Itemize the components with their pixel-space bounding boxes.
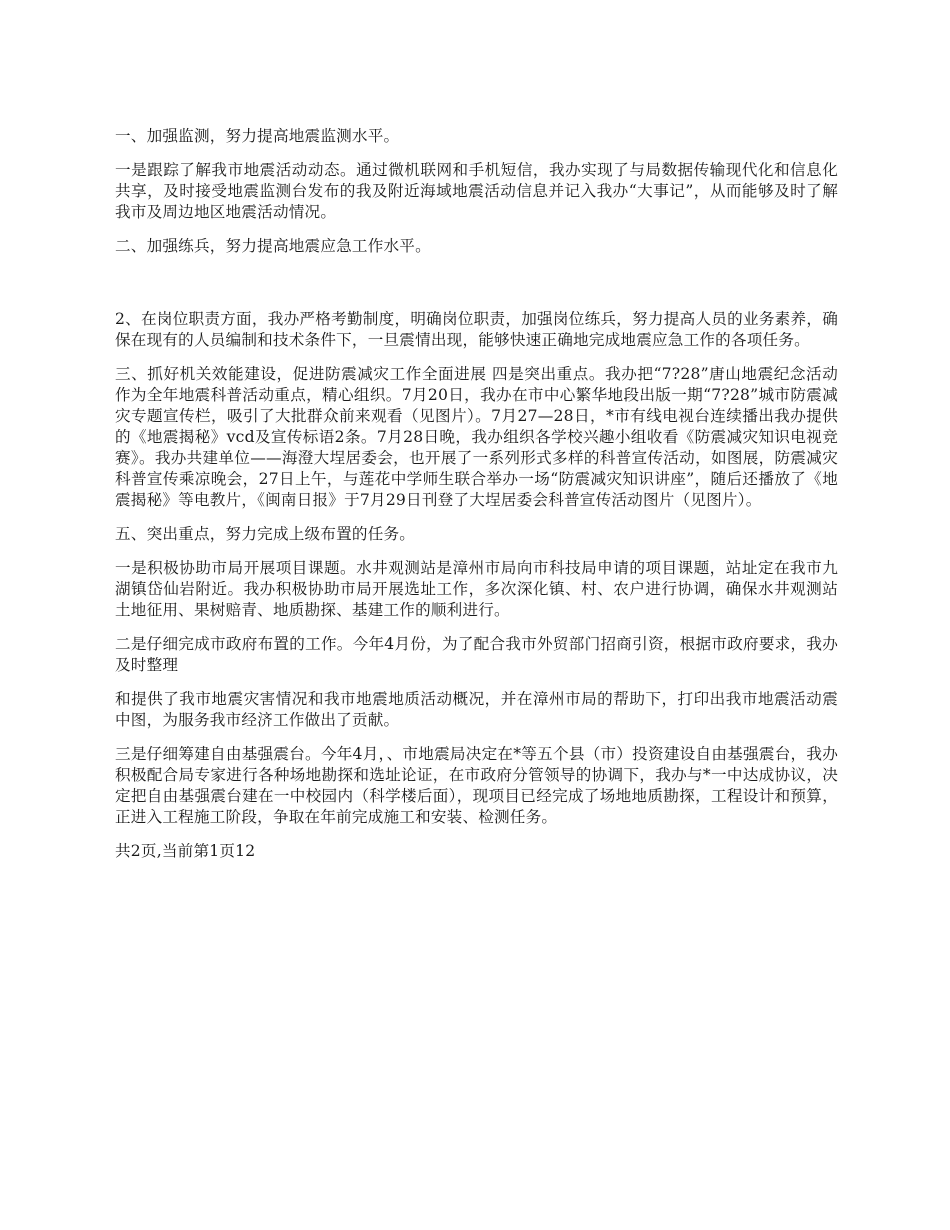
heading-key-tasks: 五、突出重点，努力完成上级布置的任务。	[115, 525, 416, 543]
paragraph-tracking: 一是跟踪了解我市地震活动动态。通过微机联网和手机短信，我办实现了与局数据传输现代化和信息化共享，及时接受地震监测台发布的我及附近海域地震活动信息并记入我办“大事记”，从而能够及时了解我市及周边地区地震活动情况。	[115, 161, 838, 221]
paragraph-government-work-cont: 和提供了我市地震灾害情况和我市地震地质活动概况，并在漳州市局的帮助下，打印出我市地震活动震中图，为服务我市经济工作做出了贡献。	[115, 690, 838, 729]
paragraph-project: 一是积极协助市局开展项目课题。水井观测站是漳州市局向市科技局申请的项目课题，站址定在我市九湖镇岱仙岩附近。我办积极协助市局开展选址工作，多次深化镇、村、农户进行协调，确保水井观测站土地征用、果树赔青、地质勘探、基建工作的顺利进行。	[115, 559, 838, 619]
heading-monitoring: 一、加强监测，努力提高地震监测水平。	[115, 127, 400, 145]
heading-training: 二、加强练兵，努力提高地震应急工作水平。	[115, 237, 431, 255]
paragraph-strong-motion: 三是仔细筹建自由基强震台。今年4月，、市地震局决定在*等五个县（市）投资建设自由基强震台，我办积极配合局专家进行各种场地勘探和选址论证，在市政府分管领导的协调下，我办与*一中达成协议，决定把自由基强震台建在一中校园内（科学楼后面），现项目已经完成了场地地质勘探，工程设计和预算，正进入工程施工阶段，争取在年前完成施工和安装、检测任务。	[115, 745, 838, 826]
paragraph-efficiency: 三、抓好机关效能建设，促进防震减灾工作全面进展 四是突出重点。我办把“7?28”唐山地震纪念活动作为全年地震科普活动重点，精心组织。7月20日，我办在市中心繁华地段出版一期“7?28”城市防震减灾专题宣传栏，吸引了大批群众前来观看（见图片）。7月27—28日，*市有线电视台连续播出我办提供的《地震揭秘》vcd及宣传标语2条。7月28日晚，我办组织各学校兴趣小组收看《防震减灾知识电视竞赛》。我办共建单位——海澄大埕居委会，也开展了一系列形式多样的科普宣传活动，如图展，防震减灾科普宣传乘凉晚会，27日上午，与莲花中学师生联合举办一场“防震减灾知识讲座”，随后还播放了《地震揭秘》等电教片，《闽南日报》于7月29日刊登了大埕居委会科普宣传活动图片（见图片）。	[115, 365, 838, 509]
paragraph-duties: 2、在岗位职责方面，我办严格考勤制度，明确岗位职责，加强岗位练兵，努力提高人员的业务素养，确保在现有的人员编制和技术条件下，一旦震情出现，能够快速正确地完成地震应急工作的各项任务。	[115, 310, 838, 349]
page-footer: 共2页,当前第1页12	[115, 842, 256, 860]
paragraph-government-work: 二是仔细完成市政府布置的工作。今年4月份，为了配合我市外贸部门招商引资，根据市政府要求，我办及时整理	[115, 635, 838, 674]
